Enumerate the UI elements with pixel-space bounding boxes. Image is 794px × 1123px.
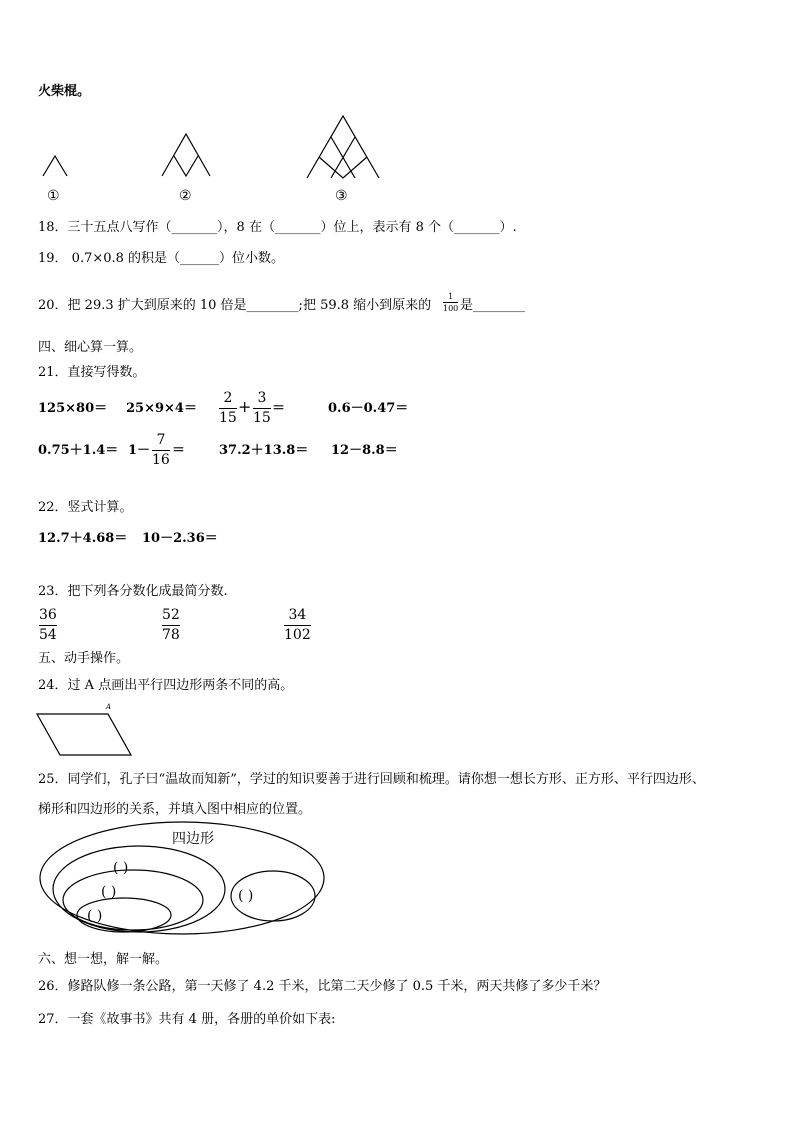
matchstick-figure-3 <box>307 116 379 178</box>
section-6-heading: 六、想一想，解一解。 <box>38 952 169 967</box>
fraction-numerator: 52 <box>162 607 180 623</box>
calc-12.7+4.68: 12.7＋4.68＝ <box>38 531 128 546</box>
fraction-numerator: 7 <box>156 432 166 448</box>
fraction-denominator: 15 <box>253 410 271 426</box>
parallelogram <box>37 714 131 755</box>
section-4-heading: 四、细心算一算。 <box>38 340 143 355</box>
fraction-denominator: 102 <box>284 627 311 643</box>
question-22-title: 22．竖式计算。 <box>38 500 133 515</box>
ellipse-level3 <box>63 870 203 930</box>
fraction-2-15 <box>219 390 237 427</box>
section-5-heading: 五、动手操作。 <box>38 651 130 666</box>
fraction-numerator: 34 <box>288 607 307 623</box>
fraction-denominator: 16 <box>152 452 170 468</box>
blank-right[interactable]: ( ) <box>238 888 254 904</box>
fraction-denominator: 100 <box>443 304 459 313</box>
calc-125x80: 125×80＝ <box>38 401 108 416</box>
question-25-line-2: 梯形和四边形的关系，并填入图中相应的位置。 <box>38 802 312 817</box>
question-23-title: 23．把下列各分数化成最简分数. <box>38 584 228 599</box>
fraction-denominator: 78 <box>162 627 180 643</box>
blank-level2[interactable]: ( ) <box>113 860 129 876</box>
fraction-numerator: 36 <box>39 607 57 623</box>
figure-label-3: ③ <box>335 188 348 204</box>
fraction-numerator: 1 <box>448 292 454 301</box>
calc-12-8.8: 12－8.8＝ <box>331 443 398 458</box>
question-18: 18．三十五点八写作（_______），8 在（_______）位上，表示有 8 个（_______）. <box>38 220 517 235</box>
blank-level4[interactable]: ( ) <box>87 908 103 924</box>
fraction-numerator: 3 <box>257 390 267 406</box>
question-21-title: 21．直接写得数。 <box>38 365 146 380</box>
equals-sign: ＝ <box>172 443 186 458</box>
question-20-part-a: 20．把 29.3 扩大到原来的 10 倍是________;把 59.8 缩小到原来的 <box>38 298 432 313</box>
question-19: 19． 0.7×0.8 的积是（______）位小数。 <box>38 251 285 266</box>
calc-25x9x4: 25×9×4＝ <box>126 401 197 416</box>
question-25-line-1: 25．同学们，孔子曰“温故而知新”，学过的知识要善于进行回顾和梳理。请你想一想长方形、正方形、平行四边形、 <box>38 772 705 787</box>
calc-0.6-0.47: 0.6－0.47＝ <box>328 401 409 416</box>
point-a-label: A <box>106 703 112 711</box>
question-27: 27．一套《故事书》共有 4 册，各册的单价如下表: <box>38 1012 336 1027</box>
matchstick-figure-2 <box>162 134 210 176</box>
intro-tail: 火柴棍。 <box>38 84 91 99</box>
fraction-36-54 <box>39 607 57 644</box>
fraction-52-78 <box>162 607 180 644</box>
fraction-denominator: 15 <box>219 410 237 426</box>
fraction-1-100 <box>443 292 458 313</box>
figure-label-1: ① <box>47 188 60 204</box>
equals-sign: ＝ <box>272 401 286 416</box>
question-26: 26．修路队修一条公路，第一天修了 4.2 千米，比第二天少修了 0.5 千米，两天共修了多少千米？ <box>38 979 607 994</box>
plus-sign: + <box>238 397 252 416</box>
question-20-part-b: 是________ <box>460 298 526 313</box>
blank-level3[interactable]: ( ) <box>101 884 117 900</box>
question-24-title: 24．过 A 点画出平行四边形两条不同的高。 <box>38 678 294 693</box>
calc-0.75+1.4: 0.75＋1.4＝ <box>38 443 119 458</box>
fraction-numerator: 2 <box>223 390 233 406</box>
matchstick-figure-1 <box>43 156 67 176</box>
fraction-3-15 <box>253 390 271 427</box>
calc-10-2.36: 10－2.36＝ <box>142 531 218 546</box>
fraction-7-16 <box>152 432 170 469</box>
calc-37.2+13.8: 37.2＋13.8＝ <box>219 443 309 458</box>
figure-label-2: ② <box>179 188 192 204</box>
fraction-denominator: 54 <box>39 627 57 643</box>
ellipse-label-quadrilateral: 四边形 <box>172 831 214 847</box>
calc-1-minus-prefix: 1－ <box>128 443 151 458</box>
fraction-34-102 <box>284 607 311 644</box>
